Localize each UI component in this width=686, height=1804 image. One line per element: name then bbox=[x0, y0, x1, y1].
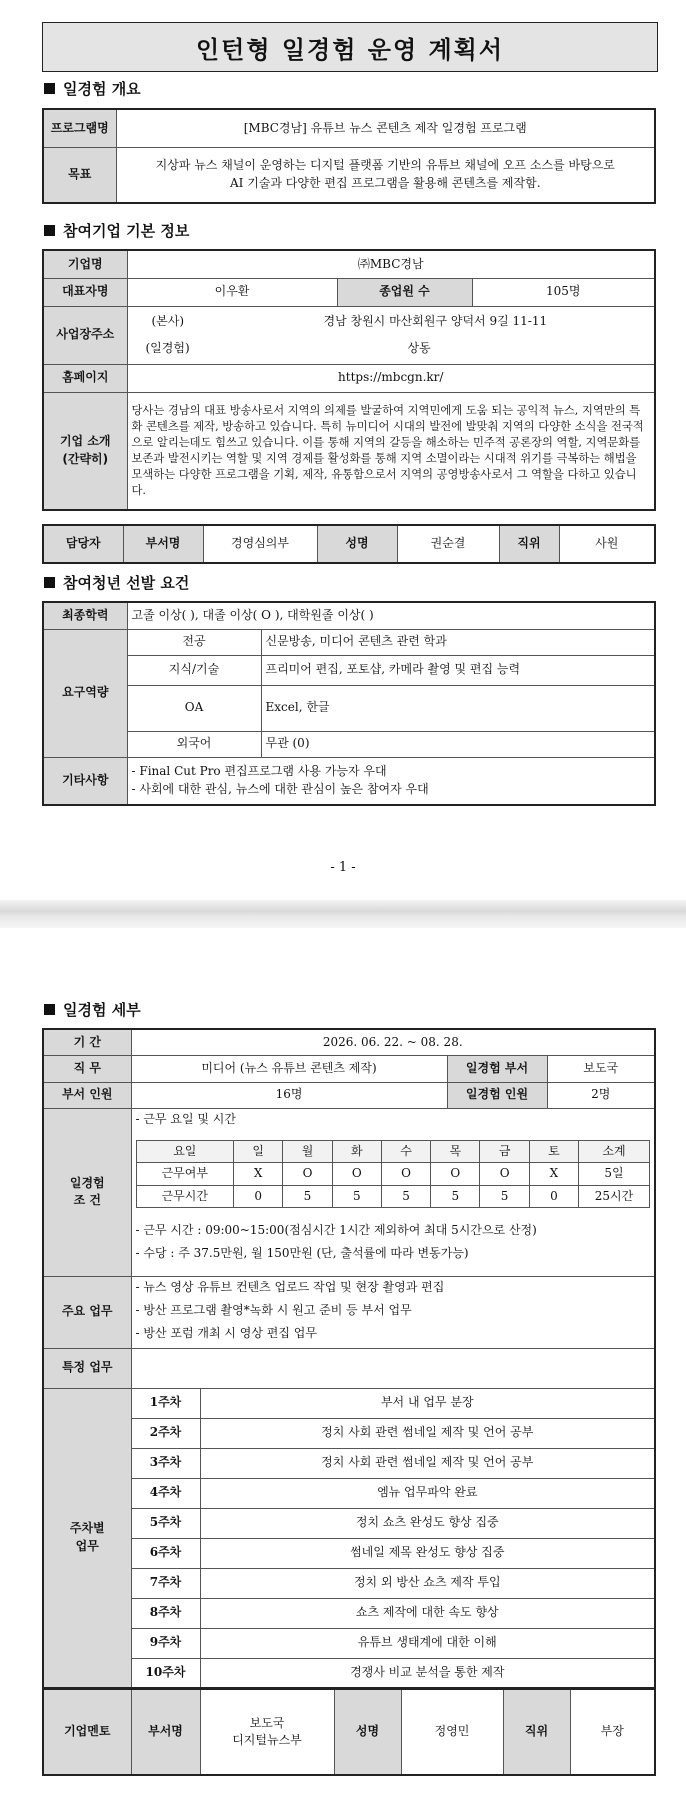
oa-value: Excel, 한글 bbox=[261, 685, 655, 731]
skill-value: 프리미어 편집, 포토샵, 카메라 촬영 및 편집 능력 bbox=[261, 655, 655, 685]
staff-label: 부서 인원 bbox=[43, 1082, 131, 1108]
schedule-hours-row bbox=[136, 1185, 650, 1207]
week-task: 정치 사회 관련 썸네일 제작 및 언어 공부 bbox=[200, 1418, 655, 1448]
schedule-cell: 요일 bbox=[136, 1140, 234, 1162]
mentor-dept-value bbox=[200, 1689, 334, 1775]
page-2 bbox=[0, 928, 686, 1804]
ceo-label: 대표자명 bbox=[43, 278, 127, 306]
weekly-label bbox=[43, 1388, 131, 1688]
goal-value bbox=[116, 147, 655, 203]
schedule-header-row bbox=[136, 1140, 650, 1162]
section-heading-requirements bbox=[44, 572, 189, 593]
page-separator bbox=[0, 900, 686, 928]
week-task: 정치 쇼츠 완성도 향상 집중 bbox=[200, 1508, 655, 1538]
work-dept-label: 일경험 부서 bbox=[447, 1055, 547, 1082]
language-value: 무관 (0) bbox=[261, 731, 655, 757]
schedule-work-row bbox=[136, 1163, 650, 1185]
contact-position-value: 사원 bbox=[559, 525, 655, 563]
week-task: 유튜브 생태계에 대한 이해 bbox=[200, 1628, 655, 1658]
schedule-cell: 5 bbox=[431, 1185, 480, 1207]
address-hq-value: 경남 창원시 마산회원구 양덕서 9길 11-11 bbox=[323, 313, 548, 328]
schedule-cell: 화 bbox=[332, 1140, 381, 1162]
detail-table bbox=[42, 1028, 656, 1689]
intro-text: 당사는 경남의 대표 방송사로서 지역의 의제를 발굴하여 지역민에게 도움 되는 공익적 뉴스, 지역만의 특화 콘텐츠를 제작, 방송하고 있습니다. 특히 뉴미디어 시대의 발전에 발맞춰 지역의 다양한 소식을 전국적으로 알리는데도 힘쓰고 있습니다. 이를 통해 지역의 갈등을 해소하는 민주적 공론장의 역할, 지역문화를 보존과 발전시키는 역할 및 지역 경제를 활성화를 통해 지역 소멸이라는 시대적 위기를 극복하는 해법을 모색하는 다양한 프로그램을 기획, 제작, 유통함으로서 지역의 공영방송사로서 그 역할을 다하고 있습니다. bbox=[127, 392, 655, 510]
week-number: 1주차 bbox=[131, 1388, 200, 1418]
week-number: 9주차 bbox=[131, 1628, 200, 1658]
schedule-cell: 일 bbox=[234, 1140, 283, 1162]
week-task: 부서 내 업무 분장 bbox=[200, 1388, 655, 1418]
section-heading-detail bbox=[44, 999, 141, 1020]
contact-dept-label: 부서명 bbox=[123, 525, 203, 563]
intern-count-value: 2명 bbox=[547, 1082, 655, 1108]
other-label: 기타사항 bbox=[43, 757, 127, 805]
schedule-cell: 5 bbox=[381, 1185, 430, 1207]
section-heading-text: 일경험 개요 bbox=[63, 80, 141, 98]
language-label: 외국어 bbox=[127, 731, 261, 757]
period-value: 2026. 06. 22. ~ 08. 28. bbox=[131, 1029, 655, 1055]
mentor-table bbox=[42, 1688, 656, 1776]
mentor-label: 기업멘토 bbox=[43, 1689, 131, 1775]
square-bullet-icon bbox=[44, 577, 55, 588]
mentor-dept-line-1: 보도국 bbox=[249, 1715, 285, 1730]
intro-label bbox=[43, 392, 127, 510]
schedule-cell: 5 bbox=[332, 1185, 381, 1207]
schedule-cell: 월 bbox=[283, 1140, 332, 1162]
week-task: 정치 사회 관련 썸네일 제작 및 언어 공부 bbox=[200, 1448, 655, 1478]
schedule-cell: X bbox=[529, 1163, 578, 1185]
homepage-label: 홈페이지 bbox=[43, 364, 127, 392]
major-value: 신문방송, 미디어 콘텐츠 관련 학과 bbox=[261, 629, 655, 655]
weekly-row bbox=[43, 1478, 655, 1508]
oa-label: OA bbox=[127, 685, 261, 731]
schedule-cell: O bbox=[431, 1163, 480, 1185]
schedule-cell: 소계 bbox=[579, 1140, 650, 1162]
main-task-line-2: - 방산 프로그램 촬영*녹화 시 원고 준비 등 부서 업무 bbox=[135, 1302, 412, 1317]
weekly-row bbox=[43, 1568, 655, 1598]
schedule-cell: 금 bbox=[480, 1140, 529, 1162]
weekly-label-line-2: 업무 bbox=[75, 1538, 99, 1553]
weekly-row bbox=[43, 1388, 655, 1418]
section-heading-text: 일경험 세부 bbox=[63, 1001, 141, 1019]
schedule-cell: 토 bbox=[529, 1140, 578, 1162]
homepage-value[interactable]: https://mbcgn.kr/ bbox=[127, 364, 655, 392]
other-line-2: - 사회에 대한 관심, 뉴스에 대한 관심이 높은 참여자 우대 bbox=[131, 781, 429, 796]
week-number: 3주차 bbox=[131, 1448, 200, 1478]
intro-label-line-2: (간략히) bbox=[62, 451, 109, 466]
schedule-cell: 5 bbox=[283, 1185, 332, 1207]
company-name-value: ㈜MBC경남 bbox=[127, 250, 655, 278]
weekly-row bbox=[43, 1628, 655, 1658]
program-label: 프로그램명 bbox=[43, 109, 116, 147]
week-number: 4주차 bbox=[131, 1478, 200, 1508]
page-1 bbox=[0, 0, 686, 900]
week-number: 6주차 bbox=[131, 1538, 200, 1568]
square-bullet-icon bbox=[44, 1004, 55, 1015]
skill-label: 지식/기술 bbox=[127, 655, 261, 685]
address-label: 사업장주소 bbox=[43, 306, 127, 364]
employee-count-value: 105명 bbox=[472, 278, 655, 306]
week-number: 2주차 bbox=[131, 1418, 200, 1448]
intro-label-line-1: 기업 소개 bbox=[59, 434, 111, 449]
mentor-name-value: 정영민 bbox=[401, 1689, 503, 1775]
schedule-cell: 5일 bbox=[579, 1163, 650, 1185]
week-number: 7주차 bbox=[131, 1568, 200, 1598]
goal-line-1: 지상파 뉴스 채널이 운영하는 디지털 플랫폼 기반의 유튜브 채널에 오프 소스를 바탕으로 bbox=[155, 158, 615, 173]
condition-label bbox=[43, 1108, 131, 1276]
overview-table bbox=[42, 108, 656, 204]
goal-line-2: AI 기술과 다양한 편집 프로그램을 활용해 콘텐츠를 제작함. bbox=[229, 175, 541, 190]
schedule-cell: O bbox=[332, 1163, 381, 1185]
staff-value: 16명 bbox=[131, 1082, 447, 1108]
condition-hours: - 근무 시간 : 09:00~15:00(점심시간 1시간 제외하여 최대 5시간으로 산정) bbox=[135, 1223, 537, 1238]
main-task-line-1: - 뉴스 영상 유튜브 컨텐츠 업로드 작업 및 현장 촬영과 편집 bbox=[135, 1279, 445, 1294]
special-tasks-label: 특정 업무 bbox=[43, 1348, 131, 1388]
schedule-cell: 수 bbox=[381, 1140, 430, 1162]
duty-label: 직 무 bbox=[43, 1055, 131, 1082]
schedule-cell: O bbox=[480, 1163, 529, 1185]
company-table bbox=[42, 249, 656, 511]
schedule-cell: O bbox=[283, 1163, 332, 1185]
schedule-cell: 목 bbox=[431, 1140, 480, 1162]
program-value: [MBC경남] 유튜브 뉴스 콘텐츠 제작 일경험 프로그램 bbox=[116, 109, 655, 147]
week-task: 정치 외 방산 쇼츠 제작 투입 bbox=[200, 1568, 655, 1598]
schedule-cell: X bbox=[234, 1163, 283, 1185]
weekly-row bbox=[43, 1448, 655, 1478]
condition-label-line-1: 일경험 bbox=[69, 1175, 105, 1190]
page-number: - 1 - bbox=[330, 860, 356, 875]
schedule-table bbox=[136, 1140, 651, 1208]
intern-count-label: 일경험 인원 bbox=[447, 1082, 547, 1108]
main-tasks-label: 주요 업무 bbox=[43, 1276, 131, 1348]
mentor-dept-line-2: 디지털뉴스부 bbox=[232, 1733, 302, 1747]
section-heading-overview bbox=[44, 78, 141, 99]
other-line-1: - Final Cut Pro 편집프로그램 사용 가능자 우대 bbox=[131, 764, 387, 779]
competency-label: 요구역량 bbox=[43, 629, 127, 757]
ceo-value: 이우환 bbox=[127, 278, 337, 306]
section-heading-text: 참여청년 선발 요건 bbox=[63, 574, 190, 592]
condition-content bbox=[131, 1108, 655, 1276]
company-name-label: 기업명 bbox=[43, 250, 127, 278]
work-dept-value: 보도국 bbox=[547, 1055, 655, 1082]
week-number: 8주차 bbox=[131, 1598, 200, 1628]
schedule-cell: 근무여부 bbox=[136, 1163, 234, 1185]
main-task-line-3: - 방산 포럼 개최 시 영상 편집 업무 bbox=[135, 1326, 317, 1341]
contact-table bbox=[42, 524, 656, 564]
duty-value: 미디어 (뉴스 유튜브 콘텐츠 제작) bbox=[131, 1055, 447, 1082]
weekly-row bbox=[43, 1538, 655, 1568]
address-value bbox=[127, 306, 655, 364]
mentor-position-value: 부장 bbox=[570, 1689, 655, 1775]
section-heading-company bbox=[44, 220, 189, 241]
condition-pay: - 수당 : 주 37.5만원, 월 150만원 (단, 출석률에 따라 변동가능) bbox=[135, 1246, 469, 1261]
mentor-dept-label: 부서명 bbox=[131, 1689, 200, 1775]
requirements-table bbox=[42, 601, 656, 806]
address-hq-tag: (본사) bbox=[151, 313, 185, 328]
square-bullet-icon bbox=[44, 225, 55, 236]
contact-name-value: 권순결 bbox=[397, 525, 499, 563]
schedule-cell: 25시간 bbox=[579, 1185, 650, 1207]
weekly-row bbox=[43, 1598, 655, 1628]
major-label: 전공 bbox=[127, 629, 261, 655]
weekly-row bbox=[43, 1508, 655, 1538]
address-site-tag: (일경험) bbox=[145, 341, 190, 355]
schedule-cell: 0 bbox=[529, 1185, 578, 1207]
schedule-cell: 근무시간 bbox=[136, 1185, 234, 1207]
document-title: 인턴형 일경험 운영 계획서 bbox=[42, 22, 658, 72]
square-bullet-icon bbox=[44, 83, 55, 94]
mentor-name-label: 성명 bbox=[334, 1689, 401, 1775]
mentor-position-label: 직위 bbox=[503, 1689, 570, 1775]
period-label: 기 간 bbox=[43, 1029, 131, 1055]
week-number: 10주차 bbox=[131, 1658, 200, 1688]
schedule-cell: 0 bbox=[234, 1185, 283, 1207]
employee-count-label: 종업원 수 bbox=[337, 278, 472, 306]
week-task: 경쟁사 비교 분석을 통한 제작 bbox=[200, 1658, 655, 1688]
week-number: 5주차 bbox=[131, 1508, 200, 1538]
main-tasks-value bbox=[131, 1276, 655, 1348]
weekly-label-line-1: 주차별 bbox=[69, 1521, 105, 1536]
contact-label: 담당자 bbox=[43, 525, 123, 563]
condition-intro: - 근무 요일 및 시간 bbox=[135, 1111, 236, 1126]
condition-label-line-2: 조 건 bbox=[73, 1193, 101, 1207]
other-value bbox=[127, 757, 655, 805]
week-task: 썸네일 제목 완성도 향상 집중 bbox=[200, 1538, 655, 1568]
address-site-value: 상동 bbox=[407, 341, 431, 355]
contact-position-label: 직위 bbox=[499, 525, 559, 563]
education-label: 최종학력 bbox=[43, 602, 127, 629]
weekly-row bbox=[43, 1658, 655, 1688]
contact-name-label: 성명 bbox=[317, 525, 397, 563]
schedule-cell: 5 bbox=[480, 1185, 529, 1207]
week-task: 엠뉴 업무파악 완료 bbox=[200, 1478, 655, 1508]
section-heading-text: 참여기업 기본 정보 bbox=[63, 222, 190, 240]
weekly-row bbox=[43, 1418, 655, 1448]
education-value: 고졸 이상( ), 대졸 이상( O ), 대학원졸 이상( ) bbox=[127, 602, 655, 629]
contact-dept-value: 경영심의부 bbox=[203, 525, 317, 563]
special-tasks-value bbox=[131, 1348, 655, 1388]
schedule-cell: O bbox=[381, 1163, 430, 1185]
week-task: 쇼츠 제작에 대한 속도 향상 bbox=[200, 1598, 655, 1628]
goal-label: 목표 bbox=[43, 147, 116, 203]
